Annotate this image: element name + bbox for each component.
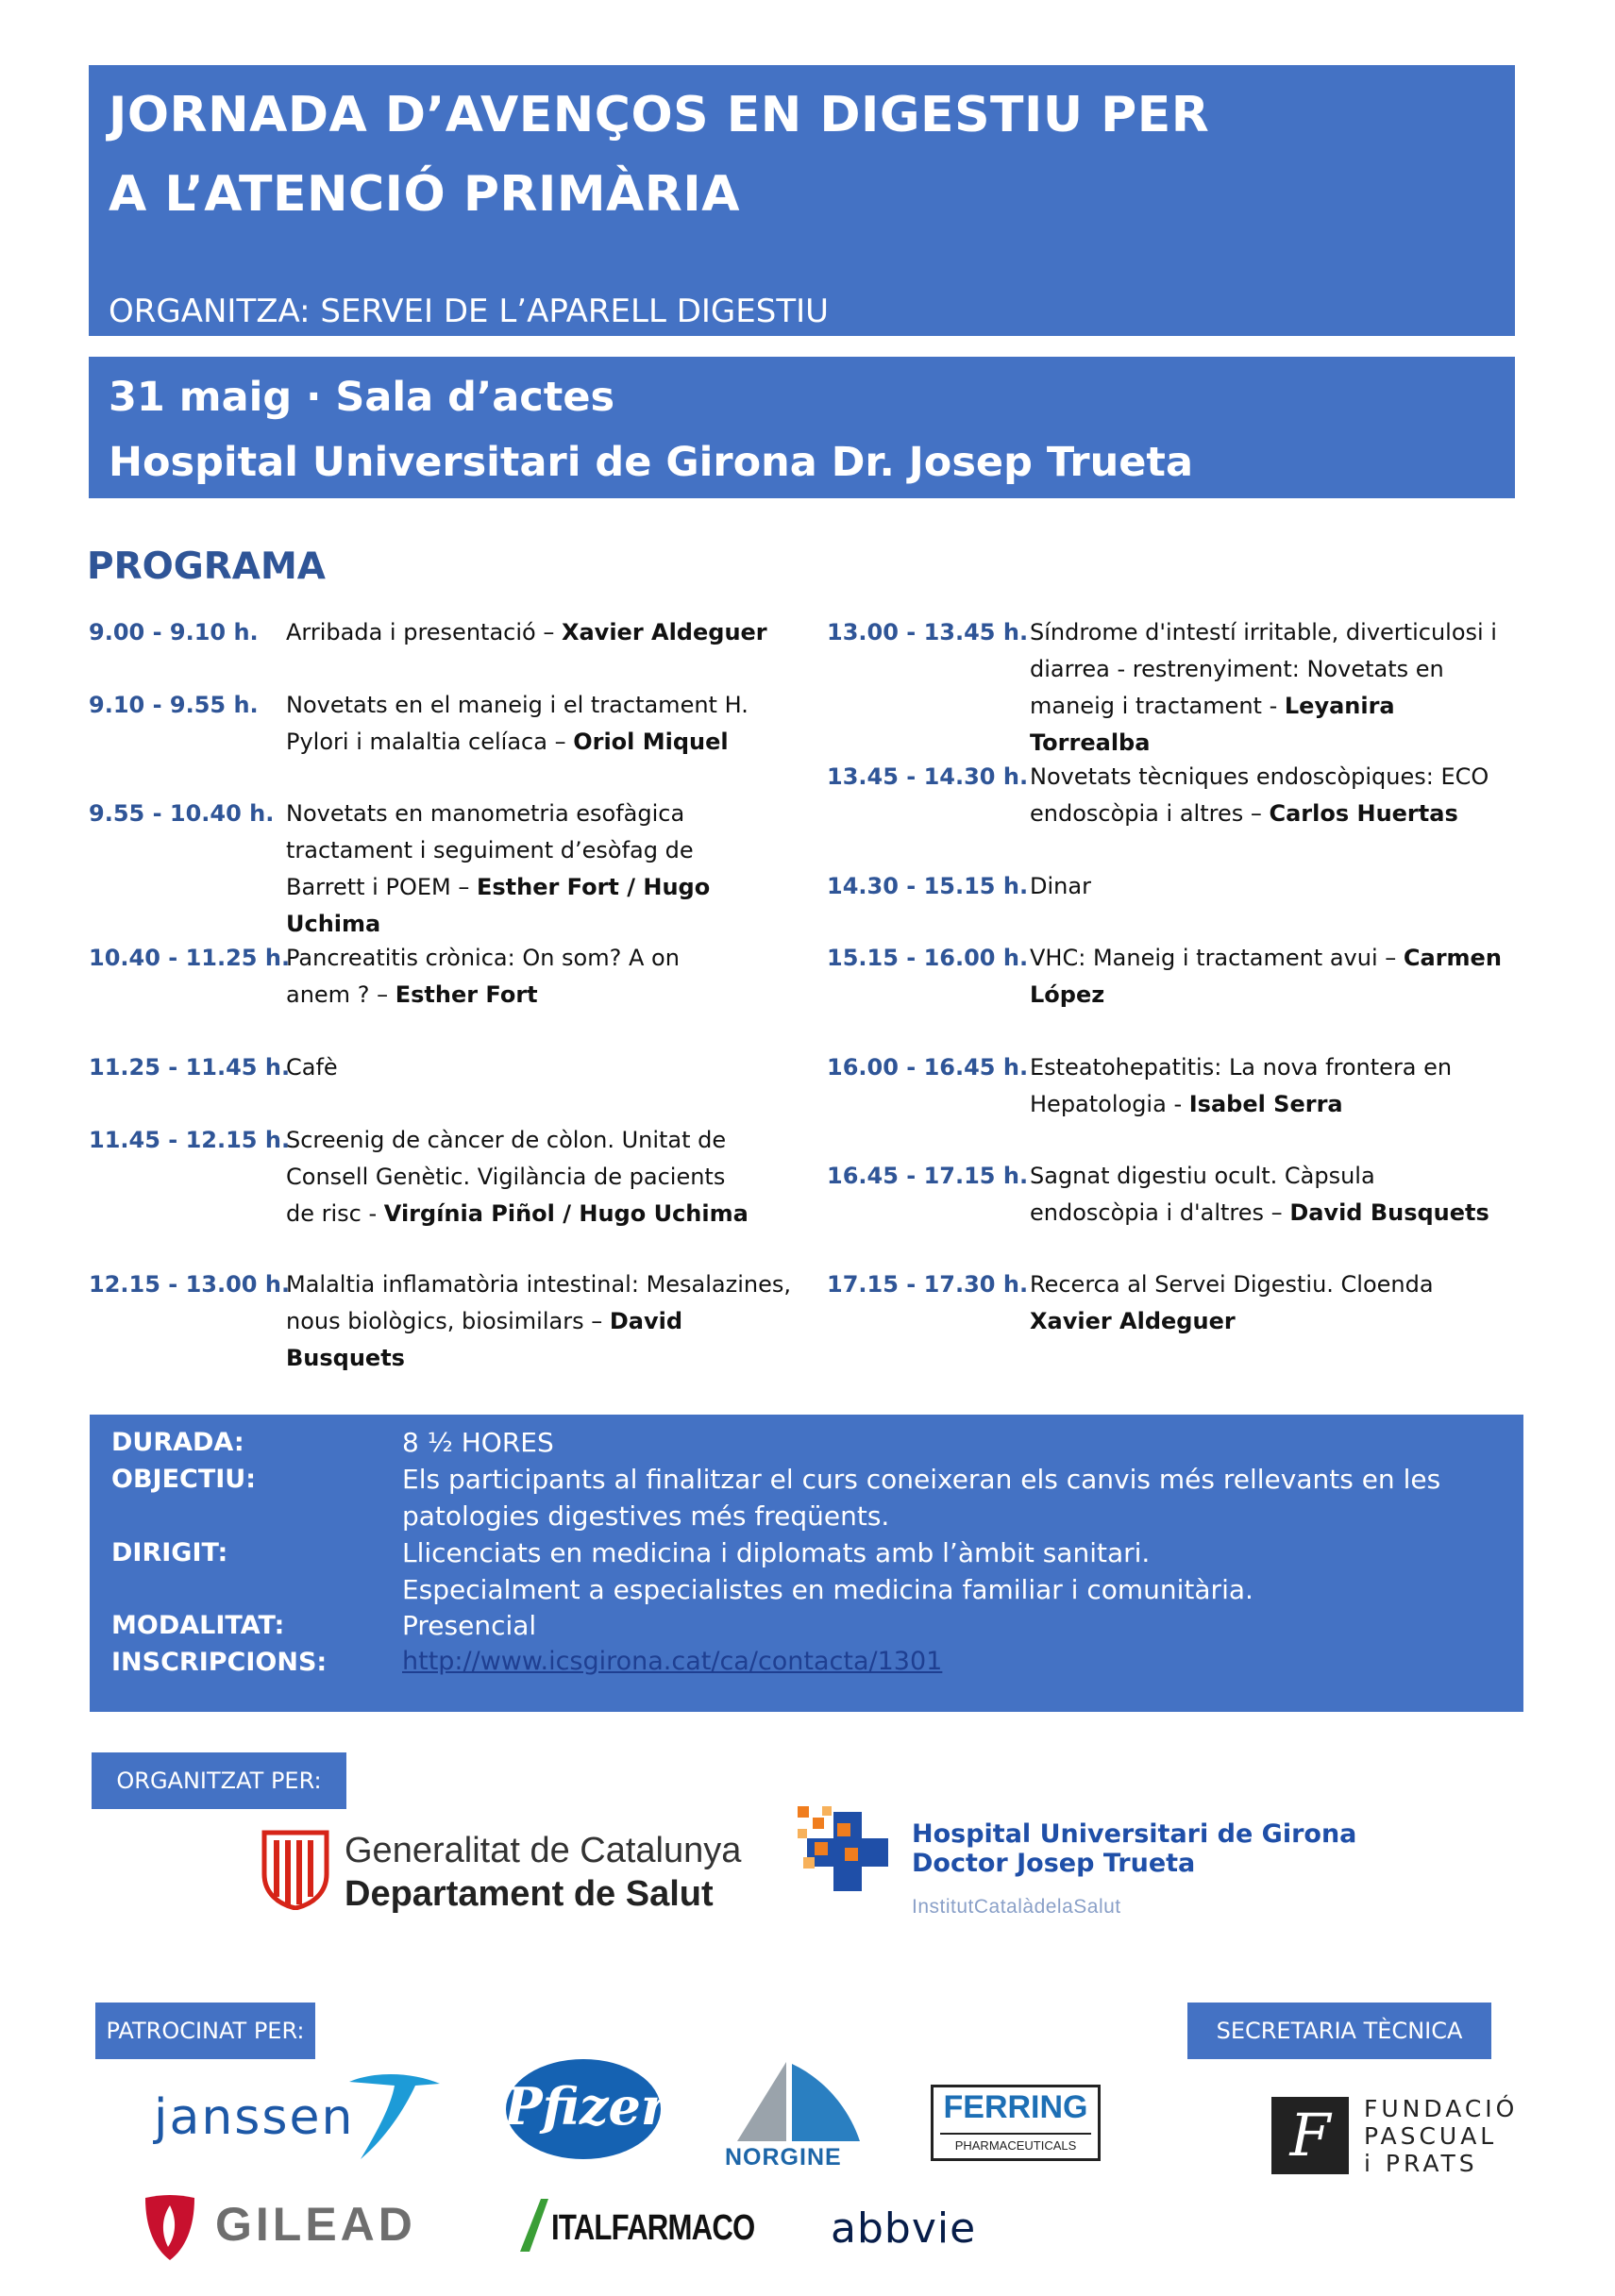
schedule-item: Malaltia inflamatòria intestinal: Mesalazines, nous biològics, biosimilars – David Busquets (286, 1271, 791, 1371)
speaker-name: Xavier Aldeguer (561, 619, 767, 645)
italfarmaco-logo: ITALFARMACO (551, 2208, 755, 2248)
schedule-item: Recerca al Servei Digestiu. Cloenda Xavier Aldeguer (1030, 1271, 1434, 1334)
objectiu-value: Els participants al finalitzar el curs coneixeran els canvis més rellevants en les patologies digestives més freqüents. (402, 1464, 1441, 1532)
schedule-item: Novetats en el maneig i el tractament H. Pylori i malaltia celíaca – Oriol Miquel (286, 692, 749, 755)
fundacio-emblem-letter: F (1289, 2101, 1331, 2170)
speaker-name: Isabel Serra (1188, 1091, 1343, 1117)
schedule-item: Sagnat digestiu ocult. Càpsula endoscòpia i d'altres – David Busquets (1030, 1163, 1489, 1226)
patrocinat-tag: PATROCINAT PER: (95, 2003, 315, 2059)
dirigit-value: Llicenciats en medicina i diplomats amb l’àmbit sanitari. (402, 1537, 1151, 1568)
ferring-subtitle: PHARMACEUTICALS (954, 2138, 1077, 2153)
schedule-time: 16.00 - 16.45 h. (827, 1054, 1029, 1081)
schedule-time: 11.25 - 11.45 h. (89, 1054, 291, 1081)
schedule-item: Pancreatitis crònica: On som? A on anem ? – Esther Fort (286, 945, 680, 1008)
generalitat-shield-icon (261, 1829, 330, 1910)
gilead-shield-icon (143, 2194, 196, 2262)
speaker-name: Virgínia Piñol / Hugo Uchima (383, 1200, 749, 1227)
generalitat-name: Generalitat de Catalunya (345, 1831, 742, 1870)
schedule-time: 13.45 - 14.30 h. (827, 763, 1029, 790)
inscripcions-link[interactable]: http://www.icsgirona.cat/ca/contacta/1301 (402, 1647, 943, 1676)
organitzat-tag: ORGANITZAT PER: (92, 1752, 346, 1809)
durada-value: 8 ½ HORES (402, 1427, 554, 1458)
schedule-item: Dinar (1030, 873, 1091, 899)
generalitat-department: Departament de Salut (345, 1874, 714, 1914)
speaker-name: Oriol Miquel (573, 729, 729, 755)
modalitat-value: Presencial (402, 1610, 537, 1641)
schedule-item: Novetats tècniques endoscòpiques: ECO endoscòpia i altres – Carlos Huertas (1030, 763, 1489, 827)
abbvie-logo: abbvie (831, 2204, 977, 2253)
speaker-name: Leyanira Torrealba (1030, 693, 1395, 756)
schedule-time: 9.10 - 9.55 h. (89, 692, 259, 718)
schedule-time: 9.55 - 10.40 h. (89, 800, 275, 827)
janssen-swoosh-icon (347, 2072, 442, 2163)
schedule-time: 15.15 - 16.00 h. (827, 945, 1029, 971)
schedule-time: 17.15 - 17.30 h. (827, 1271, 1029, 1298)
speaker-name: Esther Fort (395, 981, 538, 1008)
inscripcions-label: INSCRIPCIONS: (111, 1648, 328, 1677)
schedule-item: Cafè (286, 1054, 338, 1081)
event-date-room: 31 maig · Sala d’actes (109, 374, 615, 421)
schedule-item: Novetats en manometria esofàgica tractament i seguiment d’esòfag de Barrett i POEM – Esther Fort / Hugo Uchima (286, 800, 711, 937)
ferring-logo: FERRING (943, 2089, 1088, 2125)
event-venue: Hospital Universitari de Girona Dr. Josep Trueta (109, 439, 1193, 486)
schedule-item: Screenig de càncer de còlon. Unitat de Consell Genètic. Vigilància de pacients de risc - Virgínia Piñol / Hugo Uchima (286, 1127, 749, 1227)
schedule-time: 14.30 - 15.15 h. (827, 873, 1029, 899)
programa-heading: PROGRAMA (87, 545, 326, 588)
schedule-time: 9.00 - 9.10 h. (89, 619, 259, 645)
ferring-divider (940, 2133, 1091, 2135)
dirigit-value-2: Especialment a especialistes en medicina familiar i comunitària. (402, 1574, 1253, 1605)
modalitat-label: MODALITAT: (111, 1611, 285, 1640)
speaker-name: Carmen López (1030, 945, 1502, 1008)
secretaria-tag: SECRETARIA TÈCNICA (1187, 2003, 1491, 2059)
event-title-line-1: JORNADA D’AVENÇOS EN DIGESTIU PER (109, 87, 1210, 143)
hospital-name: Hospital Universitari de Girona (912, 1819, 1357, 1849)
hospital-cross-icon (796, 1804, 900, 1899)
durada-label: DURADA: (111, 1428, 244, 1457)
janssen-logo: janssen (154, 2089, 355, 2146)
schedule-time: 12.15 - 13.00 h. (89, 1271, 291, 1298)
speaker-name: David Busquets (1289, 1199, 1489, 1226)
ics-name: InstitutCatalàdelaSalut (912, 1896, 1121, 1918)
schedule-time: 16.45 - 17.15 h. (827, 1163, 1029, 1189)
organizer-subtitle: ORGANITZA: SERVEI DE L’APARELL DIGESTIU (109, 293, 830, 330)
dirigit-label: DIRIGIT: (111, 1538, 228, 1567)
schedule-item: Arribada i presentació – Xavier Aldeguer (286, 619, 767, 645)
objectiu-label: OBJECTIU: (111, 1465, 257, 1494)
speaker-name: David Busquets (286, 1308, 683, 1371)
schedule-item: VHC: Maneig i tractament avui – Carmen López (1030, 945, 1502, 1008)
norgine-logo: NORGINE (725, 2144, 842, 2170)
schedule-item: Esteatohepatitis: La nova frontera en Hepatologia - Isabel Serra (1030, 1054, 1453, 1117)
italfarmaco-mark-icon (516, 2197, 554, 2254)
event-title-line-2: A L’ATENCIÓ PRIMÀRIA (109, 166, 740, 223)
pfizer-logo: Pfizer (504, 2076, 668, 2137)
schedule-time: 10.40 - 11.25 h. (89, 945, 291, 971)
speaker-name: Xavier Aldeguer (1030, 1308, 1236, 1334)
gilead-logo: GILEAD (215, 2198, 416, 2251)
speaker-name: Esther Fort / Hugo Uchima (286, 874, 711, 937)
norgine-sail-icon (730, 2060, 862, 2143)
schedule-time: 11.45 - 12.15 h. (89, 1127, 291, 1153)
schedule-time: 13.00 - 13.45 h. (827, 619, 1029, 645)
schedule-item: Síndrome d'intestí irritable, diverticulosi i diarrea - restrenyiment: Novetats en maneig i tractament - Leyanira Torrealba (1030, 619, 1497, 756)
hospital-name-2: Doctor Josep Trueta (912, 1849, 1196, 1878)
speaker-name: Carlos Huertas (1269, 800, 1458, 827)
fundacio-name: FUNDACIÓ PASCUAL i PRATS (1364, 2095, 1519, 2177)
